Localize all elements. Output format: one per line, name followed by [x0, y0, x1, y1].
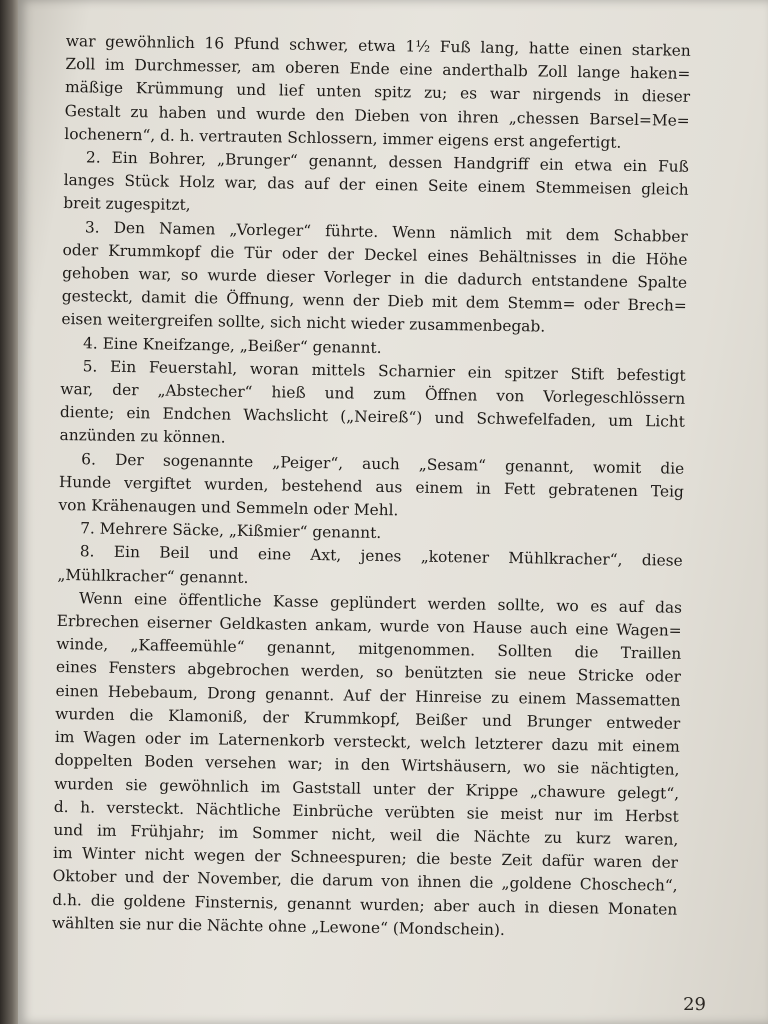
- text-line: d. h. versteckt. Nächtliche Einbrüche verübten sie meist nur im Herbst: [53, 797, 679, 826]
- text-line: war, der „Abstecher“ hieß und zum Öffnen von Vorlegeschlössern: [60, 380, 686, 408]
- text-line: wählten sie nur die Nächte ohne „Lewone“ (Mondschein).: [51, 913, 506, 939]
- text-line: und im Frühjahr; im Sommer nicht, weil die Nächte zu kurz waren,: [53, 820, 679, 849]
- text-line: Zoll im Durchmesser, am oberen Ende eine anderthalb Zoll lange haken=: [65, 55, 691, 84]
- text-line: Gestalt zu haben und wurde den Dieben von ihren „chessen Barsel=Me=: [64, 101, 690, 130]
- text-line: 6. Der sogenannte „Peiger“, auch „Sesam“ genannt, womit die: [81, 449, 685, 478]
- text-line: 2. Ein Bohrer, „Brunger“ genannt, dessen Handgriff ein etwa ein Fuß: [85, 148, 690, 176]
- text-line: Hunde vergiftet wurden, bestehend aus einem in Fett gebratenen Teig: [58, 472, 684, 501]
- text-line: 3. Den Namen „Vorleger“ führte. Wenn nämlich mit dem Schabber: [84, 217, 688, 246]
- text-line: 8. Ein Beil und eine Axt, jenes „kotener Mühlkracher“, diese: [79, 542, 683, 571]
- text-line: lochenern“, d. h. vertrauten Schlossern, immer eigens erst angefertigt.: [64, 124, 622, 152]
- text-line: einen Hebebaum, Drong genannt. Auf der Hinreise zu einem Massematten: [55, 681, 681, 710]
- text-line: anzünden zu können.: [59, 426, 226, 448]
- text-line: langes Stück Holz war, das auf der einen Seite einem Stemmeisen gleich: [63, 171, 689, 200]
- text-line: 4. Eine Kneifzange, „Beißer“ genannt.: [82, 333, 382, 357]
- text-line: mäßige Krümmung und lief unten spitz zu; es war nirgends in dieser: [64, 78, 691, 107]
- text-line: war gewöhnlich 16 Pfund schwer, etwa 1½ Fuß lang, hatte einen starken: [65, 31, 691, 60]
- text-line: diente; ein Endchen Wachslicht („Neireß“) und Schwefelfaden, um Licht: [59, 403, 686, 432]
- text-line: Oktober und der November, die darum von ihnen die „goldene Choschech“,: [52, 867, 678, 896]
- text-line: oder Krummkopf die Tür oder der Deckel eines Behältnisses in die Höhe: [62, 240, 688, 269]
- text-line: wurden sie gewöhnlich im Gaststall unter der Krippe „chawure gelegt“,: [54, 774, 680, 803]
- body-text: [52, 30, 691, 945]
- text-line: 5. Ein Feuerstahl, woran mittels Scharnier ein spitzer Stift befestigt: [82, 357, 686, 385]
- text-line: gesteckt, damit die Öffnung, wenn der Dieb mit dem Stemm= oder Brech=: [61, 287, 687, 316]
- text-line: 7. Mehrere Säcke, „Kißmier“ genannt.: [80, 519, 382, 543]
- page-number: 29: [683, 994, 706, 1015]
- text-line: im Winter nicht wegen der Schneespuren; die beste Zeit dafür waren der: [52, 844, 679, 872]
- text-line: breit zugespitzt,: [63, 194, 191, 215]
- text-line: doppelten Boden versehen war; in den Wirtshäusern, wo sie nächtigten,: [54, 751, 680, 780]
- text-line: eines Fensters abgebrochen werden, so benützten sie neue Stricke oder: [55, 658, 682, 687]
- book-page: [18, 0, 768, 1024]
- text-line: wurden die Klamoniß, der Krummkopf, Beißer und Brunger entweder: [55, 704, 681, 733]
- text-line: gehoben war, so wurde dieser Vorleger in die dadurch entstandene Spalte: [62, 264, 688, 292]
- text-line: d.h. die goldene Finsternis, genannt wurden; aber auch in diesen Monaten: [52, 890, 678, 919]
- text-line: im Wagen oder im Laternenkorb versteckt, welch letzterer dazu mit einem: [54, 728, 680, 756]
- text-line: Erbrechen eiserner Geldkasten ankam, wurde von Hause auch eine Wagen=: [56, 612, 682, 640]
- text-line: „Mühlkracher“ genannt.: [57, 565, 249, 587]
- text-line: von Krähenaugen und Semmeln oder Mehl.: [58, 496, 399, 520]
- text-line: Wenn eine öffentliche Kasse geplündert werden sollte, wo es auf das: [78, 589, 683, 617]
- text-line: winde, „Kaffeemühle“ genannt, mitgenommen. Sollten die Traillen: [56, 635, 682, 664]
- text-line: eisen weitergreifen sollte, sich nicht wieder zusammenbegab.: [61, 310, 546, 336]
